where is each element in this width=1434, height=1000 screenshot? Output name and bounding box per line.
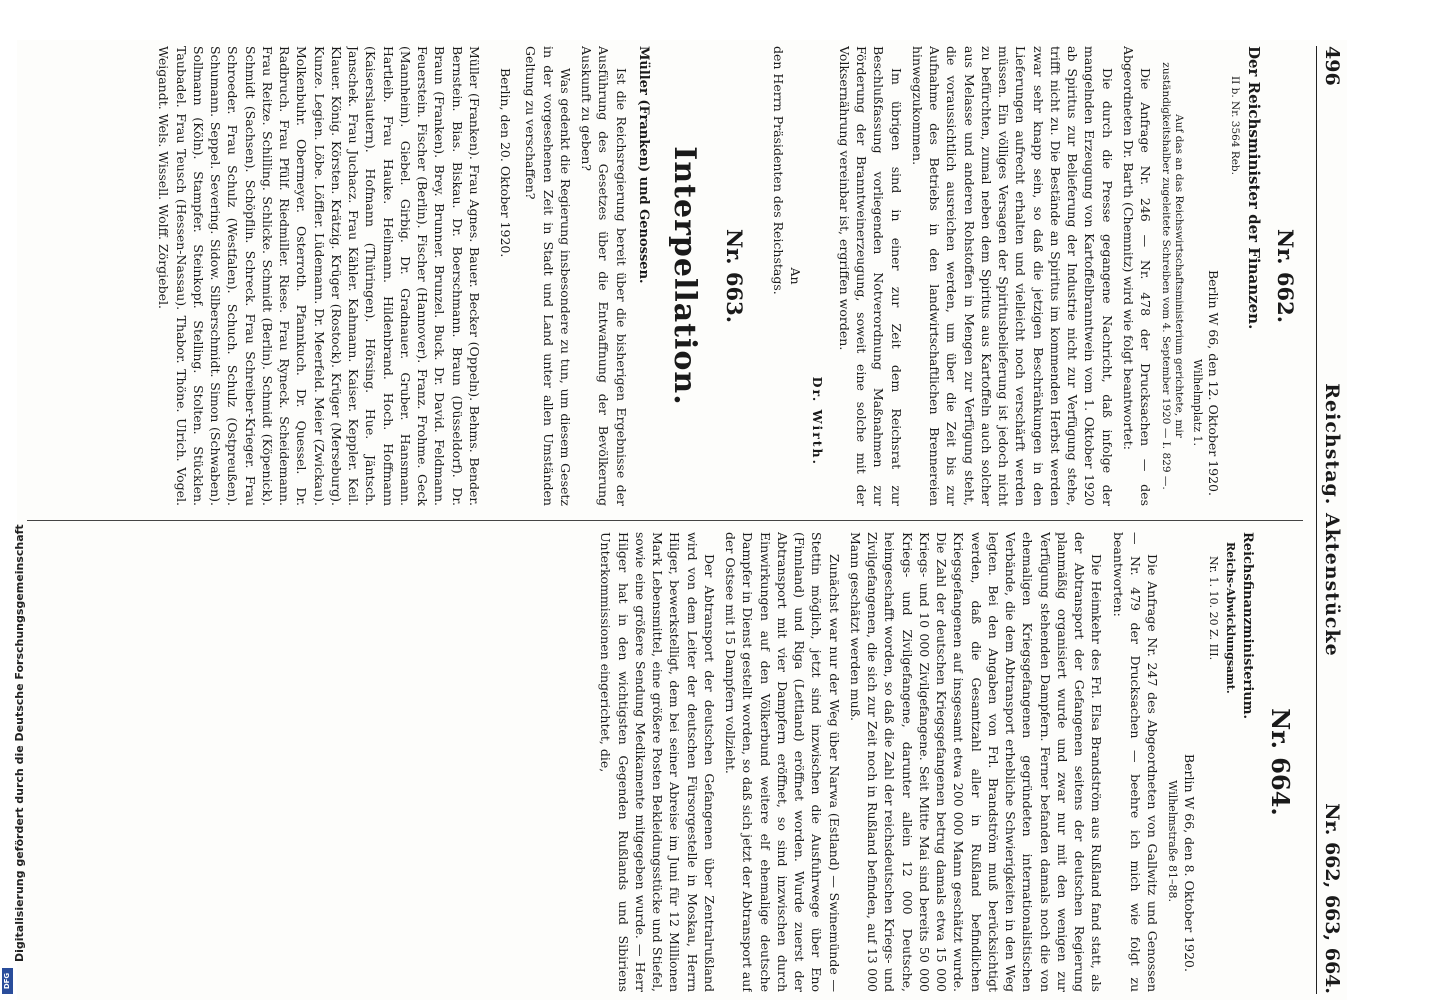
doc-664-para-3: Zunächst war nur der Weg über Narwa (Estland) — Swinemünde — Stettin möglich, jetzt sind inzwischen die Ausfuhrwege über Eno (Finnland) und Riga (Lettland) eröffnet worden. Wurde zuerst der Abtransport mit vier Dampfern eröffnet, so sind inzwischen durch Einwirkungen auf den Völkerbund weitere elf ehemalige deutsche Dampfer in Dienst gestellt worden, so daß sich jetzt der Abtransport auf der Ostsee mit 15 Dampfern vollzieht. [723, 532, 842, 992]
doc-664-para-2: Die Heimkehr des Frl. Elsa Brandström aus Rußland fand statt, als der Abtransport der Gefangenen seitens der deutschen Regierung planmäßig organisiert wurde und zwar nur mit den wenigen zur Verfügung stehenden Dampfern. Ferner befanden damals noch die von ehemaligen Kriegsgefangenen gegründeten internationalistischen Verbände, die dem Abtransport erhebliche Schwierigkeiten in den Weg legten. Bei den Angaben von Frl. Brandström muß berücksichtigt werden, daß die Gesamtzahl aller in Rußland befindlichen Kriegsgefangenen auf insgesamt etwa 200 000 Mann geschätzt wurde. Die Zahl der deutschen Kriegsgefangenen betrug damals etwa 15 000 Kriegs- und 10 000 Zivilgefangene. Seit Mitte Mai sind bereits 50 000 Kriegs- und Zivilgefangene, darunter allein 12 000 Deutsche, heimgeschafft worden, so daß die Zahl der reichsdeutschen Kriegs- und Zivilgefangenen, die sich zur Zeit noch in Rußland befinden, auf 13 000 Mann geschätzt werden muß. [847, 532, 1105, 992]
page-number: 496 [1321, 46, 1343, 86]
doc-662-intro: Auf das an das Reichswirtschaftsministerium gerichtete, mir zuständigkeitshalber zugeleitete Schreiben vom 4. September 1920 — I. 829 —. [1159, 62, 1186, 490]
doc-662-recipient: den Herrn Präsidenten des Reichstags. [771, 46, 787, 295]
doc-663-title: Interpellation. [666, 146, 702, 406]
doc-663-date: Berlin, den 20. Oktober 1920. [498, 68, 514, 258]
doc-662-to: An [788, 267, 804, 285]
doc-664-number: Nr. 664. [1266, 708, 1295, 816]
doc-662-dateline: Berlin W 66, den 12. Oktober 1920. [1205, 269, 1221, 496]
doc-662-file-ref: II b. Nr. 3564 Reb. [1229, 76, 1242, 175]
column-divider [27, 520, 1303, 521]
doc-663-number: Nr. 663. [721, 228, 747, 324]
doc-663-mover: Müller (Franken) und Genossen. [635, 46, 651, 284]
doc-664-address: Wilhelmstraße 81–88. [1166, 780, 1180, 902]
doc-662-para-1: Die Anfrage Nr. 246 — Nr. 478 der Drucksachen — des Abgeordneten Dr. Barth (Chemnitz) wird wie folgt beantwortet: [1120, 46, 1154, 506]
doc-664-date: Berlin W 66, den 8. Oktober 1920. [1181, 753, 1197, 972]
doc-662-para-3: Im übrigen sind in einer zur Zeit dem Reichsrat zur Beschlußfassung vorliegenden Notverordnung Maßnahmen zur Förderung der Branntweinerzeugung, soweit eine solche mit der Volksernährung vereinbar ist, ergriffen worden. [836, 46, 904, 506]
doc-663-question-2: Was gedenkt die Regierung insbesondere zu tun, um diesem Gesetz in der vorgesehenen Zeit in Stadt und Land unter allen Umständen Geltung zu verschaffen? [523, 46, 573, 506]
doc-662-number: Nr. 662. [1273, 228, 1298, 324]
doc-663-signatories: Müller (Franken). Frau Agnes. Bauer. Becker (Oppeln). Behms. Bender. Bernstein. Bias. Biskau. Dr. Boerschmann. Braun (Düsseldorf). Dr. Braun (Franken). Brey. Brunner. Brunzel. Buck. Dr. David. Feldmann. Feuerstein. Fischer (Berlin). Fischer (Hannover). Franz. Frohme. Geck (Mannheim). Giebel. Girbig. Dr. Gradnauer. Gruber. Hansmann. Hartleib. Frau Hauke. Heilmann. Hildenbrand. Hoch. Hoffmann (Kaiserslautern). Hofmann (Thüringen). Hörsing. Hue. Jäntsch. Janschek. Frau Juchacz. Frau Kähler. Kahmann. Kaiser. Keppler. Keil. Klauer. König. Körsten. Krätzig. Krüger (Rostock). Krüger (Merseburg). Kunze. Legien. Löbe. Löffler. Lüdemann. Dr. Meerfeld. Meier (Zwickau). Molkenbuhr. Obermeyer. Osterroth. Pfannkuch. Dr. Quessel. Dr. Radbruch. Frau Pfülf. Riedmiller. Riese. Frau Ryneck. Scheidemann. Frau Reitze. Schilling. Schlicke. Schmidt (Berlin). Schmidt (Köpenick). Schmidt (Sachsen). Schöpflin. Schreck. Frau Schreiber-Krieger. Frau Schroeder. Frau Schulz (Westfalen). Schuch. Schulz (Ostpreußen). Schumann. Seppel. Severing. Sidow. Silberschmidt. Simon (Schwaben). Sollmann (Köln). Stampfer. Steinkopf. Stelling. Stolten. Stücklen. Taubadel. Frau Teusch (Hessen-Nassau). Thabor. Thöne. Ulrich. Vogel. Weigandt. Wels. Wissell. Wolff. Zörgiebel. [156, 46, 482, 506]
dfg-logo-text: DFG [3, 972, 12, 990]
doc-662-signature: Dr. Wirth. [809, 376, 825, 466]
doc-664-para-1: Die Anfrage Nr. 247 des Abgeordneten von Gallwitz und Genossen — Nr. 479 der Drucksachen — beehre ich mich wie folgt zu beantworten: [1110, 532, 1161, 992]
header-title: Reichstag. Aktenstücke [1321, 383, 1343, 657]
doc-662-address: Wilhelmplatz 1. [1190, 358, 1204, 446]
doc-664-para-4: Der Abtransport der deutschen Gefangenen über Zentralrußland wird von dem Leiter der deutschen Fürsorgestelle in Moskau, Herrn Hilger, bewerkstelligt, dem bei seiner Abreise im Juni für 12 Millionen Mark Lebensmittel, eine größere Posten Bekleidungsstücke und Stiefel, sowie eine größere Sendung Medikamente mitgegeben wurde. — Herr Hilger hat in den wichtigsten Gegenden Rußlands und Sibiriens Unterkommissionen eingerichtet, die, [598, 532, 717, 992]
doc-664-ref: Nr. 1. 10. 20 Z. III. [1206, 556, 1220, 661]
doc-662-para-2: Die durch die Presse gegangene Nachricht, daß infolge der mangelnden Erzeugung von Kartoffelbranntwein vom 1. Oktober 1920 ab Spiritus zur Belieferung der Industrie nicht zur Verfügung stehe, trifft nicht zu. Die Bestände an Spiritus im kommenden Herbst werden zwar sehr knapp sein, so daß die jetzigen Beschränkungen in den Lieferungen aufrecht erhalten und vielleicht noch verschärft werden müssen. Ein völliges Versagen der Spiritusbelieferung ist jedoch nicht zu befürchten, zumal neben dem Spiritus aus Kartoffeln auch solcher aus Melasse und anderen Rohstoffen in Mengen zur Verfügung steht, die voraussichtlich ausreichen werden, um über die Zeit bis zur Aufnahme des Betriebs in den landwirtschaftlichen Brennereien hinwegzukommen. [909, 46, 1115, 506]
doc-662-sender: Der Reichsminister der Finanzen. [1245, 46, 1264, 330]
doc-664-ministry: Reichsfinanzministerium. [1239, 532, 1255, 720]
right-column [23, 532, 1303, 992]
page-header [1316, 46, 1345, 994]
left-column [23, 46, 1303, 506]
doc-663-question-1: Ist die Reichsregierung bereit über die bisherigen Ergebnisse der Ausführung des Gesetzes über die Entwaffnung der Bevölkerung Auskunft zu geben? [579, 46, 629, 506]
dfg-logo-icon [2, 968, 13, 994]
header-doc-numbers: Nr. 662, 663, 664. [1321, 803, 1343, 994]
digitization-credit: Digitalisierung gefördert durch die Deutsche Forschungsgemeinschaft [13, 524, 26, 962]
digitization-credit-strip [0, 0, 26, 1000]
doc-664-office: Reichs-Abwicklungsamt. [1223, 542, 1237, 694]
document-page [17, 40, 1347, 1000]
